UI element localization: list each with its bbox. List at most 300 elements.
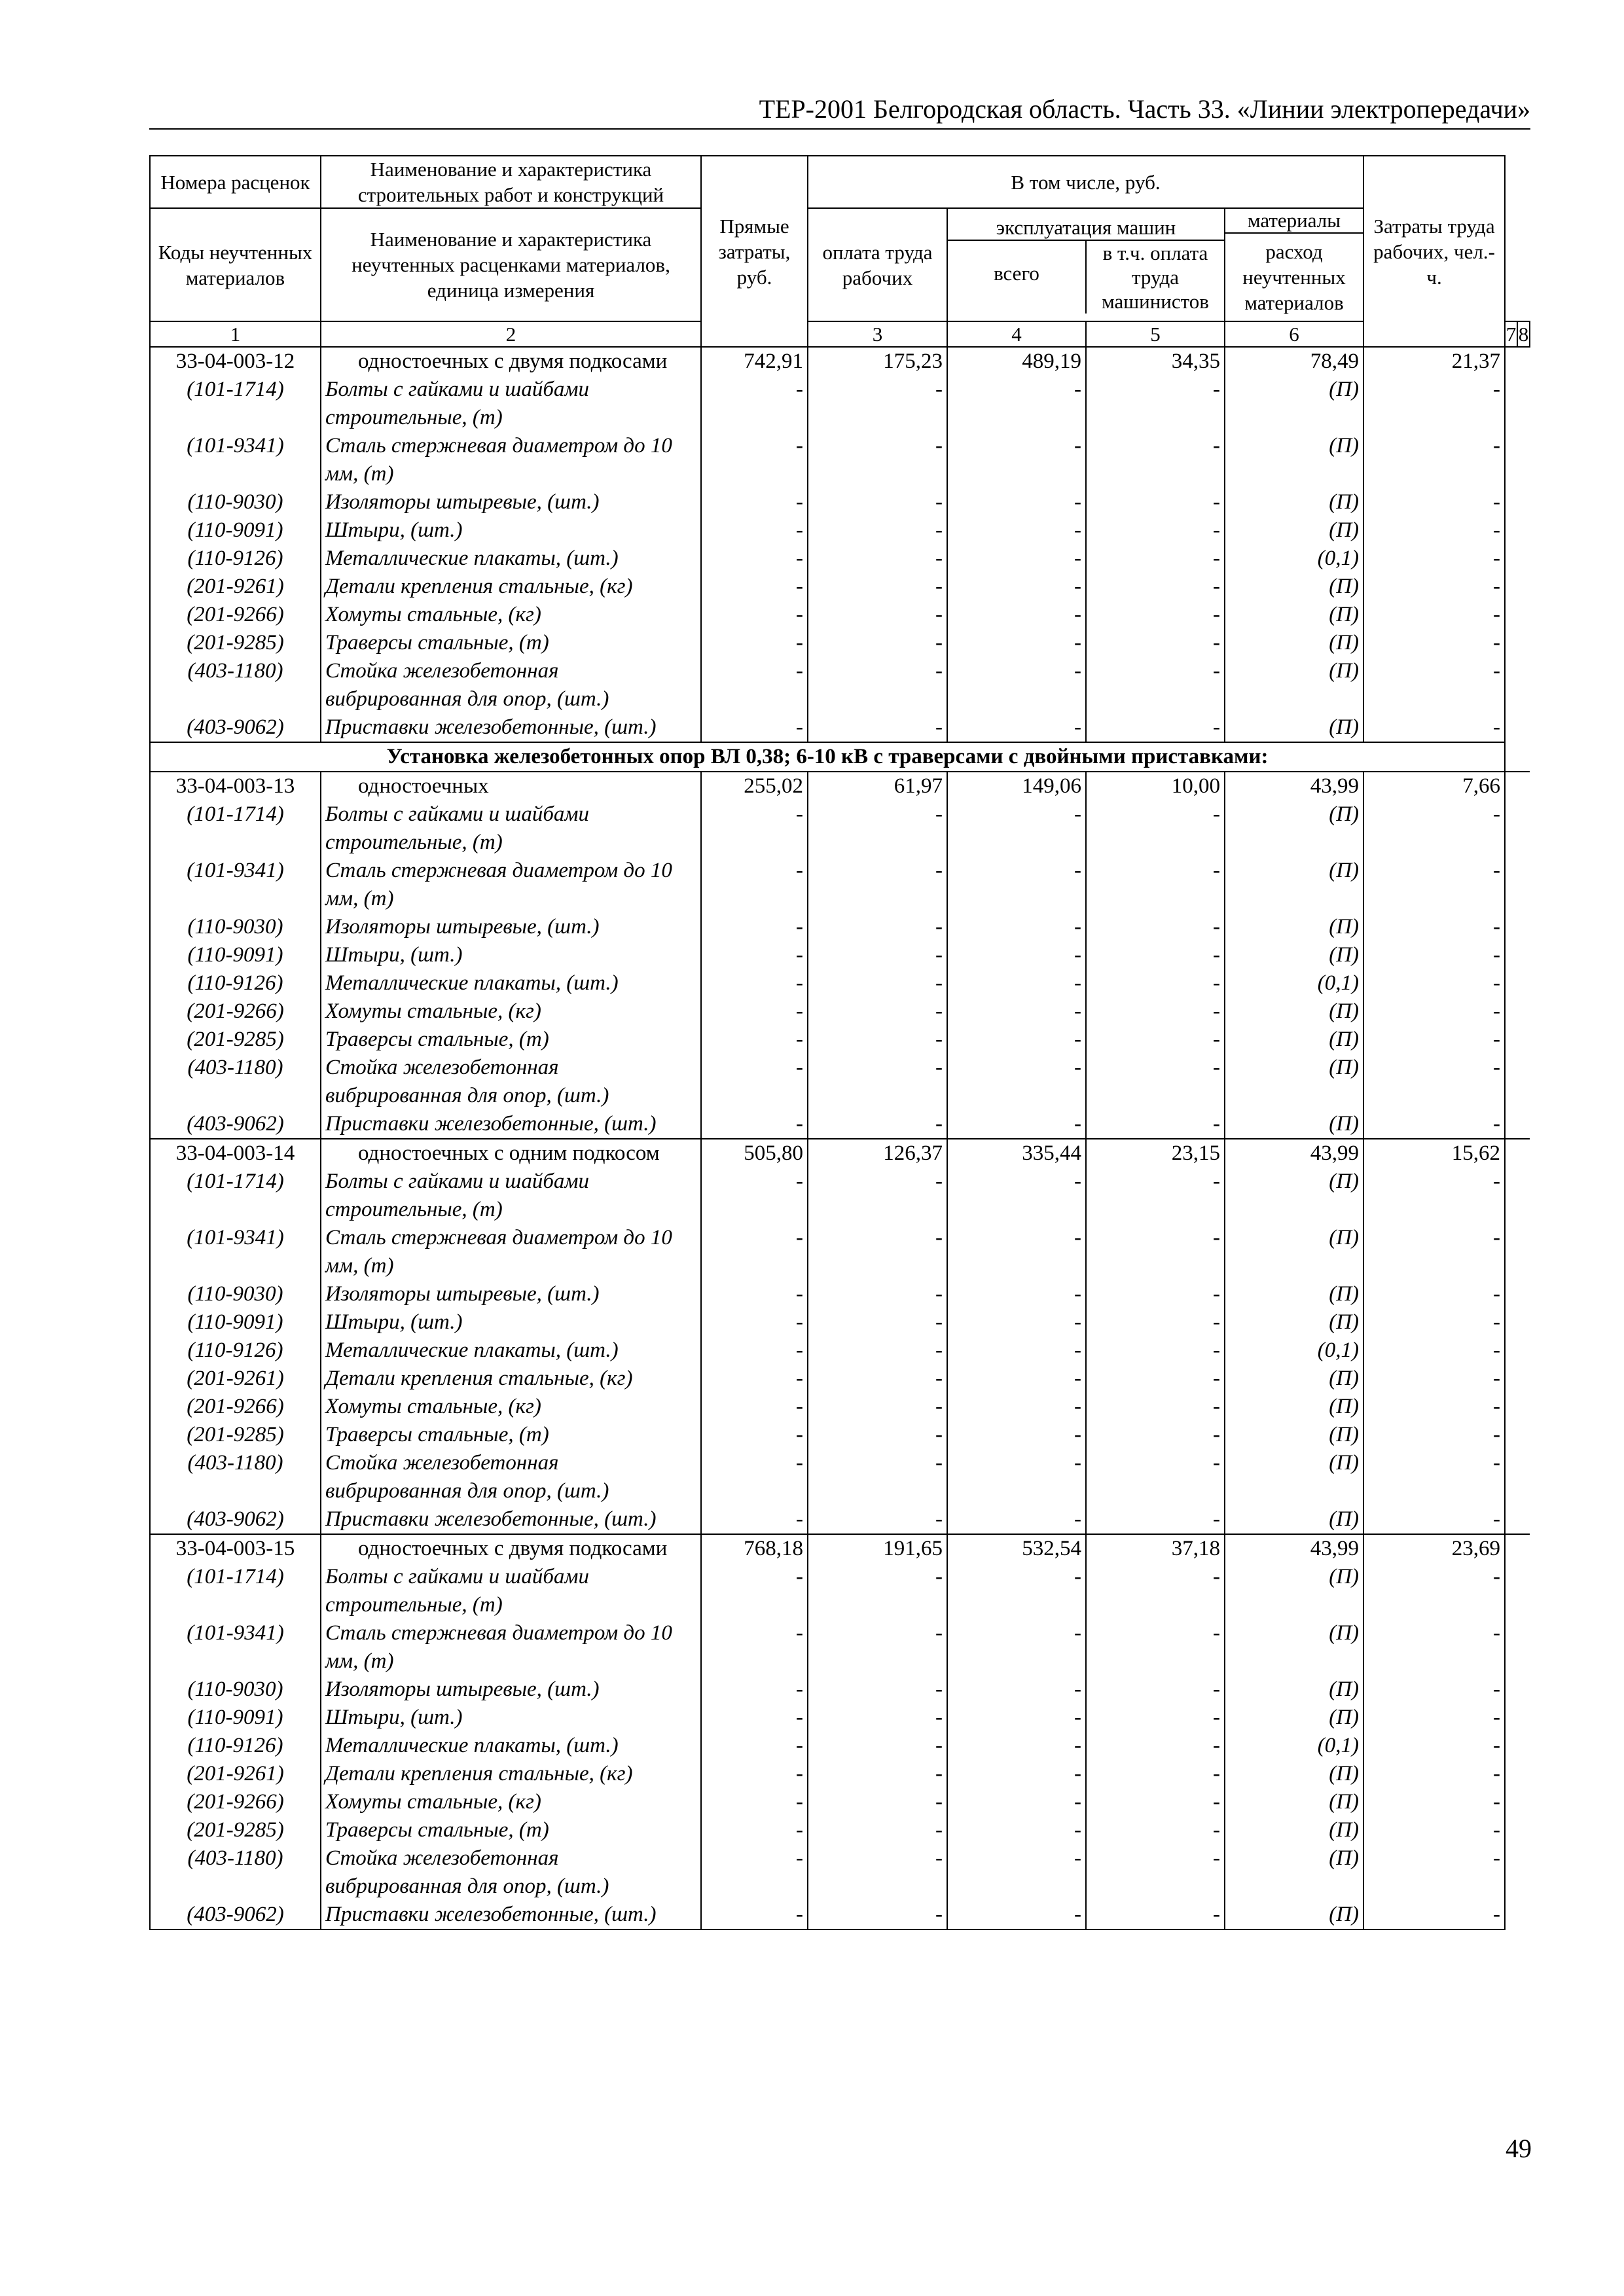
material-row (150, 1224, 1530, 1280)
material-name: Сталь стержневая диаметром до 10 мм, (т) (321, 1224, 701, 1280)
dash-cell: - (808, 657, 947, 713)
material-consumption: (П) (1225, 657, 1363, 713)
dash-cell: - (1363, 1704, 1505, 1732)
material-name: Траверсы стальные, (т) (321, 629, 701, 657)
dash-cell: - (1086, 1704, 1225, 1732)
dash-cell: - (808, 1280, 947, 1308)
material-name: Приставки железобетонные, (шт.) (321, 1110, 701, 1139)
material-row (150, 1336, 1530, 1365)
rate-row (150, 772, 1530, 800)
dash-cell: - (1086, 1563, 1225, 1619)
header-materials-group (1225, 208, 1363, 321)
machines-total-value: 335,44 (947, 1139, 1086, 1168)
rate-block (150, 772, 1530, 1139)
material-name: Болты с гайками и шайбами строительные, (т) (321, 800, 701, 857)
dash-cell: - (1363, 1365, 1505, 1393)
dash-cell: - (1363, 1788, 1505, 1816)
material-consumption: (П) (1225, 488, 1363, 516)
material-row (150, 713, 1530, 742)
material-consumption: (П) (1225, 1280, 1363, 1308)
dash-cell: - (1086, 488, 1225, 516)
material-row (150, 857, 1530, 913)
dash-cell: - (701, 1336, 808, 1365)
dash-cell: - (1363, 969, 1505, 997)
header-materials: материалы (1225, 209, 1363, 234)
dash-cell: - (808, 1449, 947, 1505)
column-number: 4 (947, 321, 1086, 347)
material-name: Стойка железобетонная вибрированная для опор, (шт.) (321, 1449, 701, 1505)
dash-cell: - (701, 1168, 808, 1224)
dash-cell: - (808, 1505, 947, 1534)
dash-cell: - (1363, 545, 1505, 573)
dash-cell: - (808, 1054, 947, 1110)
dash-cell: - (701, 629, 808, 657)
rate-name (321, 347, 701, 376)
dash-cell: - (808, 1788, 947, 1816)
material-consumption: (П) (1225, 800, 1363, 857)
header-machines: эксплуатация машин (948, 216, 1224, 241)
dash-cell: - (1086, 1788, 1225, 1816)
dash-cell: - (701, 1901, 808, 1929)
dash-cell: - (701, 1676, 808, 1704)
material-row (150, 1844, 1530, 1901)
dash-cell: - (1363, 1421, 1505, 1449)
material-consumption: (0,1) (1225, 1732, 1363, 1760)
header-rate-numbers: Номера расценок (150, 156, 321, 208)
material-consumption: (П) (1225, 857, 1363, 913)
dash-cell: - (947, 1336, 1086, 1365)
direct-costs-value: 742,91 (701, 347, 808, 376)
dash-cell: - (1363, 1901, 1505, 1929)
dash-cell: - (1363, 1505, 1505, 1534)
dash-cell: - (947, 1505, 1086, 1534)
material-row (150, 1026, 1530, 1054)
dash-cell: - (808, 1421, 947, 1449)
material-name: Изоляторы штыревые, (шт.) (321, 913, 701, 941)
material-consumption: (П) (1225, 997, 1363, 1026)
dash-cell: - (701, 1505, 808, 1534)
table-header (150, 156, 1530, 347)
column-number: 2 (321, 321, 701, 347)
direct-costs-value: 768,18 (701, 1534, 808, 1563)
dash-cell: - (1086, 1732, 1225, 1760)
material-consumption: (П) (1225, 1365, 1363, 1393)
dash-cell: - (701, 1224, 808, 1280)
dash-cell: - (1086, 1844, 1225, 1901)
material-consumption: (П) (1225, 1505, 1363, 1534)
header-machines-group (947, 208, 1225, 321)
dash-cell: - (808, 1308, 947, 1336)
dash-cell: - (808, 1816, 947, 1844)
material-code: (101-1714) (150, 376, 321, 432)
dash-cell: - (808, 857, 947, 913)
dash-cell: - (1363, 1308, 1505, 1336)
material-name: Штыри, (шт.) (321, 516, 701, 545)
material-consumption: (П) (1225, 1704, 1363, 1732)
machines-total-value: 489,19 (947, 347, 1086, 376)
dash-cell: - (701, 1026, 808, 1054)
material-consumption: (П) (1225, 1449, 1363, 1505)
dash-cell: - (701, 1365, 808, 1393)
dash-cell: - (1086, 1421, 1225, 1449)
header-work-name: Наименование и характеристика строительных работ и конструкций (321, 156, 701, 208)
material-name: Штыри, (шт.) (321, 941, 701, 969)
material-code: (201-9285) (150, 1421, 321, 1449)
material-consumption: (П) (1225, 1308, 1363, 1336)
material-code: (110-9091) (150, 516, 321, 545)
dash-cell: - (947, 516, 1086, 545)
material-code: (110-9091) (150, 1704, 321, 1732)
material-code: (110-9091) (150, 1308, 321, 1336)
material-code: (110-9126) (150, 1732, 321, 1760)
dash-cell: - (1086, 969, 1225, 997)
direct-costs-value: 505,80 (701, 1139, 808, 1168)
material-name: Траверсы стальные, (т) (321, 1026, 701, 1054)
machinist-pay-value: 10,00 (1086, 772, 1225, 800)
dash-cell: - (1363, 1563, 1505, 1619)
material-code: (403-1180) (150, 1054, 321, 1110)
material-code: (110-9030) (150, 488, 321, 516)
material-code: (201-9266) (150, 1788, 321, 1816)
dash-cell: - (947, 432, 1086, 488)
column-number: 7 (1506, 323, 1517, 346)
column-number: 6 (1225, 321, 1363, 347)
material-row (150, 1449, 1530, 1505)
material-code: (110-9030) (150, 913, 321, 941)
material-row (150, 1280, 1530, 1308)
dash-cell: - (1086, 629, 1225, 657)
header-machines-total: всего (948, 241, 1087, 314)
material-code: (101-9341) (150, 1619, 321, 1676)
dash-cell: - (947, 376, 1086, 432)
material-name: Штыри, (шт.) (321, 1704, 701, 1732)
dash-cell: - (701, 1308, 808, 1336)
page-header: ТЕР-2001 Белгородская область. Часть 33. «Линии электропередачи» (149, 93, 1530, 130)
dash-cell: - (1086, 1280, 1225, 1308)
dash-cell: - (808, 1026, 947, 1054)
rate-name-text: одностоечных с двумя подкосами (358, 1537, 668, 1560)
dash-cell: - (701, 1449, 808, 1505)
dash-cell: - (701, 1280, 808, 1308)
material-row (150, 1421, 1530, 1449)
rate-code: 33-04-003-15 (150, 1534, 321, 1563)
dash-cell: - (701, 941, 808, 969)
material-consumption: (П) (1225, 1676, 1363, 1704)
material-row (150, 1168, 1530, 1224)
material-consumption: (П) (1225, 1563, 1363, 1619)
material-name: Изоляторы штыревые, (шт.) (321, 1280, 701, 1308)
dash-cell: - (1086, 1365, 1225, 1393)
dash-cell: - (947, 1054, 1086, 1110)
material-name: Сталь стержневая диаметром до 10 мм, (т) (321, 1619, 701, 1676)
material-code: (201-9261) (150, 573, 321, 601)
material-row (150, 800, 1530, 857)
material-name: Детали крепления стальные, (кг) (321, 1760, 701, 1788)
material-row (150, 1393, 1530, 1421)
rate-row (150, 1139, 1530, 1168)
dash-cell: - (947, 997, 1086, 1026)
material-name: Детали крепления стальные, (кг) (321, 573, 701, 601)
material-name: Стойка железобетонная вибрированная для опор, (шт.) (321, 657, 701, 713)
dash-cell: - (947, 1026, 1086, 1054)
dash-cell: - (701, 488, 808, 516)
dash-cell: - (1363, 800, 1505, 857)
material-consumption: (П) (1225, 1168, 1363, 1224)
column-number: 1 (150, 321, 321, 347)
header-material-codes: Коды неучтенных материалов (150, 208, 321, 321)
material-name: Изоляторы штыревые, (шт.) (321, 488, 701, 516)
dash-cell: - (1086, 601, 1225, 629)
dash-cell: - (1363, 913, 1505, 941)
material-consumption: (П) (1225, 601, 1363, 629)
material-consumption: (П) (1225, 629, 1363, 657)
dash-cell: - (1363, 1816, 1505, 1844)
dash-cell: - (1086, 657, 1225, 713)
material-row (150, 1676, 1530, 1704)
material-row (150, 629, 1530, 657)
dash-cell: - (808, 1336, 947, 1365)
rate-block (150, 1534, 1530, 1929)
dash-cell: - (947, 857, 1086, 913)
dash-cell: - (701, 1054, 808, 1110)
material-name: Хомуты стальные, (кг) (321, 997, 701, 1026)
dash-cell: - (808, 1901, 947, 1929)
dash-cell: - (1363, 1224, 1505, 1280)
dash-cell: - (808, 1844, 947, 1901)
dash-cell: - (1363, 1760, 1505, 1788)
material-row (150, 432, 1530, 488)
rate-row (150, 1534, 1530, 1563)
dash-cell: - (701, 376, 808, 432)
column-number: 8 (1518, 323, 1529, 346)
dash-cell: - (1086, 1449, 1225, 1505)
header-direct-costs: Прямые затраты, руб. (701, 156, 808, 347)
dash-cell: - (1363, 1844, 1505, 1901)
material-code: (201-9285) (150, 1816, 321, 1844)
material-code: (403-1180) (150, 1449, 321, 1505)
worker-pay-value: 61,97 (808, 772, 947, 800)
material-name: Приставки железобетонные, (шт.) (321, 1901, 701, 1929)
header-material-name: Наименование и характеристика неучтенных расценками материалов, единица измерения (321, 208, 701, 321)
dash-cell: - (808, 1365, 947, 1393)
worker-pay-value: 191,65 (808, 1534, 947, 1563)
dash-cell: - (808, 1224, 947, 1280)
dash-cell: - (701, 1704, 808, 1732)
material-code: (201-9261) (150, 1365, 321, 1393)
dash-cell: - (947, 1760, 1086, 1788)
material-name: Стойка железобетонная вибрированная для опор, (шт.) (321, 1844, 701, 1901)
dash-cell: - (701, 657, 808, 713)
dash-cell: - (808, 488, 947, 516)
material-consumption: (П) (1225, 1026, 1363, 1054)
dash-cell: - (947, 573, 1086, 601)
rates-table (149, 155, 1530, 1930)
dash-cell: - (701, 969, 808, 997)
material-row (150, 1901, 1530, 1929)
material-row (150, 601, 1530, 629)
material-name: Стойка железобетонная вибрированная для опор, (шт.) (321, 1054, 701, 1110)
dash-cell: - (808, 941, 947, 969)
dash-cell: - (701, 997, 808, 1026)
materials-value: 78,49 (1225, 347, 1363, 376)
dash-cell: - (947, 800, 1086, 857)
dash-cell: - (808, 1732, 947, 1760)
material-row (150, 1732, 1530, 1760)
material-row (150, 1505, 1530, 1534)
dash-cell: - (1363, 713, 1505, 742)
dash-cell: - (1086, 1505, 1225, 1534)
dash-cell: - (1086, 913, 1225, 941)
dash-cell: - (808, 573, 947, 601)
material-name: Хомуты стальные, (кг) (321, 1393, 701, 1421)
material-row (150, 545, 1530, 573)
material-consumption: (П) (1225, 713, 1363, 742)
dash-cell: - (1363, 1619, 1505, 1676)
dash-cell: - (947, 969, 1086, 997)
labor-costs-value: 21,37 (1363, 347, 1505, 376)
dash-cell: - (1363, 1054, 1505, 1110)
material-code: (201-9266) (150, 601, 321, 629)
rate-name (321, 772, 701, 800)
machinist-pay-value: 23,15 (1086, 1139, 1225, 1168)
material-name: Болты с гайками и шайбами строительные, (т) (321, 1168, 701, 1224)
machines-total-value: 532,54 (947, 1534, 1086, 1563)
dash-cell: - (947, 601, 1086, 629)
dash-cell: - (947, 657, 1086, 713)
material-code: (110-9126) (150, 545, 321, 573)
dash-cell: - (947, 629, 1086, 657)
dash-cell: - (701, 1844, 808, 1901)
dash-cell: - (808, 432, 947, 488)
material-row (150, 1788, 1530, 1816)
material-row (150, 997, 1530, 1026)
dash-cell: - (701, 1393, 808, 1421)
material-consumption: (П) (1225, 516, 1363, 545)
material-code: (110-9030) (150, 1280, 321, 1308)
dash-cell: - (947, 1676, 1086, 1704)
dash-cell: - (701, 516, 808, 545)
rate-code: 33-04-003-14 (150, 1139, 321, 1168)
dash-cell: - (701, 857, 808, 913)
material-name: Изоляторы штыревые, (шт.) (321, 1676, 701, 1704)
dash-cell: - (947, 545, 1086, 573)
section-title: Установка железобетонных опор ВЛ 0,38; 6-10 кВ с траверсами с двойными приставками: (150, 742, 1505, 772)
dash-cell: - (1363, 629, 1505, 657)
material-row (150, 376, 1530, 432)
material-name: Приставки железобетонные, (шт.) (321, 713, 701, 742)
material-row (150, 1760, 1530, 1788)
material-code: (201-9285) (150, 1026, 321, 1054)
material-consumption: (П) (1225, 941, 1363, 969)
material-name: Траверсы стальные, (т) (321, 1421, 701, 1449)
machinist-pay-value: 34,35 (1086, 347, 1225, 376)
rate-block (150, 347, 1530, 742)
material-name: Болты с гайками и шайбами строительные, (т) (321, 1563, 701, 1619)
dash-cell: - (1086, 1224, 1225, 1280)
material-consumption: (П) (1225, 1393, 1363, 1421)
dash-cell: - (1363, 601, 1505, 629)
column-number: 5 (1086, 321, 1225, 347)
rate-name-text: одностоечных (358, 774, 489, 798)
material-consumption: (П) (1225, 376, 1363, 432)
dash-cell: - (808, 913, 947, 941)
dash-cell: - (1086, 573, 1225, 601)
dash-cell: - (947, 1816, 1086, 1844)
material-code: (101-1714) (150, 800, 321, 857)
dash-cell: - (1363, 488, 1505, 516)
dash-cell: - (1363, 1280, 1505, 1308)
dash-cell: - (808, 601, 947, 629)
dash-cell: - (1363, 1026, 1505, 1054)
dash-cell: - (808, 1563, 947, 1619)
material-row (150, 1816, 1530, 1844)
column-numbers-row (150, 321, 1530, 347)
header-machinist-pay: в т.ч. оплата труда машинистов (1102, 242, 1209, 313)
material-name: Траверсы стальные, (т) (321, 1816, 701, 1844)
dash-cell: - (1363, 1676, 1505, 1704)
dash-cell: - (1086, 857, 1225, 913)
material-row (150, 1365, 1530, 1393)
material-row (150, 941, 1530, 969)
material-consumption: (П) (1225, 1760, 1363, 1788)
rate-name (321, 1139, 701, 1168)
dash-cell: - (808, 1393, 947, 1421)
material-code: (201-9266) (150, 997, 321, 1026)
material-row (150, 1704, 1530, 1732)
material-name: Сталь стержневая диаметром до 10 мм, (т) (321, 432, 701, 488)
material-code: (101-1714) (150, 1168, 321, 1224)
dash-cell: - (947, 913, 1086, 941)
rate-name-text: одностоечных с двумя подкосами (358, 350, 668, 373)
materials-value: 43,99 (1225, 772, 1363, 800)
material-name: Металлические плакаты, (шт.) (321, 969, 701, 997)
dash-cell: - (1086, 1760, 1225, 1788)
dash-cell: - (947, 1110, 1086, 1139)
dash-cell: - (1086, 997, 1225, 1026)
dash-cell: - (947, 1619, 1086, 1676)
dash-cell: - (1086, 1054, 1225, 1110)
dash-cell: - (1086, 941, 1225, 969)
material-consumption: (0,1) (1225, 545, 1363, 573)
material-code: (101-9341) (150, 1224, 321, 1280)
dash-cell: - (808, 629, 947, 657)
dash-cell: - (701, 1788, 808, 1816)
dash-cell: - (701, 1732, 808, 1760)
dash-cell: - (701, 1619, 808, 1676)
dash-cell: - (947, 1788, 1086, 1816)
material-name: Приставки железобетонные, (шт.) (321, 1505, 701, 1534)
rate-code: 33-04-003-13 (150, 772, 321, 800)
material-code: (110-9091) (150, 941, 321, 969)
dash-cell: - (808, 800, 947, 857)
dash-cell: - (1086, 1168, 1225, 1224)
material-consumption: (П) (1225, 1901, 1363, 1929)
dash-cell: - (947, 1365, 1086, 1393)
header-including: В том числе, руб. (808, 156, 1363, 208)
dash-cell: - (1086, 516, 1225, 545)
material-consumption: (П) (1225, 1788, 1363, 1816)
dash-cell: - (947, 941, 1086, 969)
material-code: (110-9126) (150, 969, 321, 997)
rate-name (321, 1534, 701, 1563)
dash-cell: - (701, 545, 808, 573)
material-row (150, 573, 1530, 601)
dash-cell: - (1363, 857, 1505, 913)
dash-cell: - (808, 545, 947, 573)
material-consumption: (П) (1225, 1619, 1363, 1676)
dash-cell: - (808, 1110, 947, 1139)
dash-cell: - (1086, 1619, 1225, 1676)
